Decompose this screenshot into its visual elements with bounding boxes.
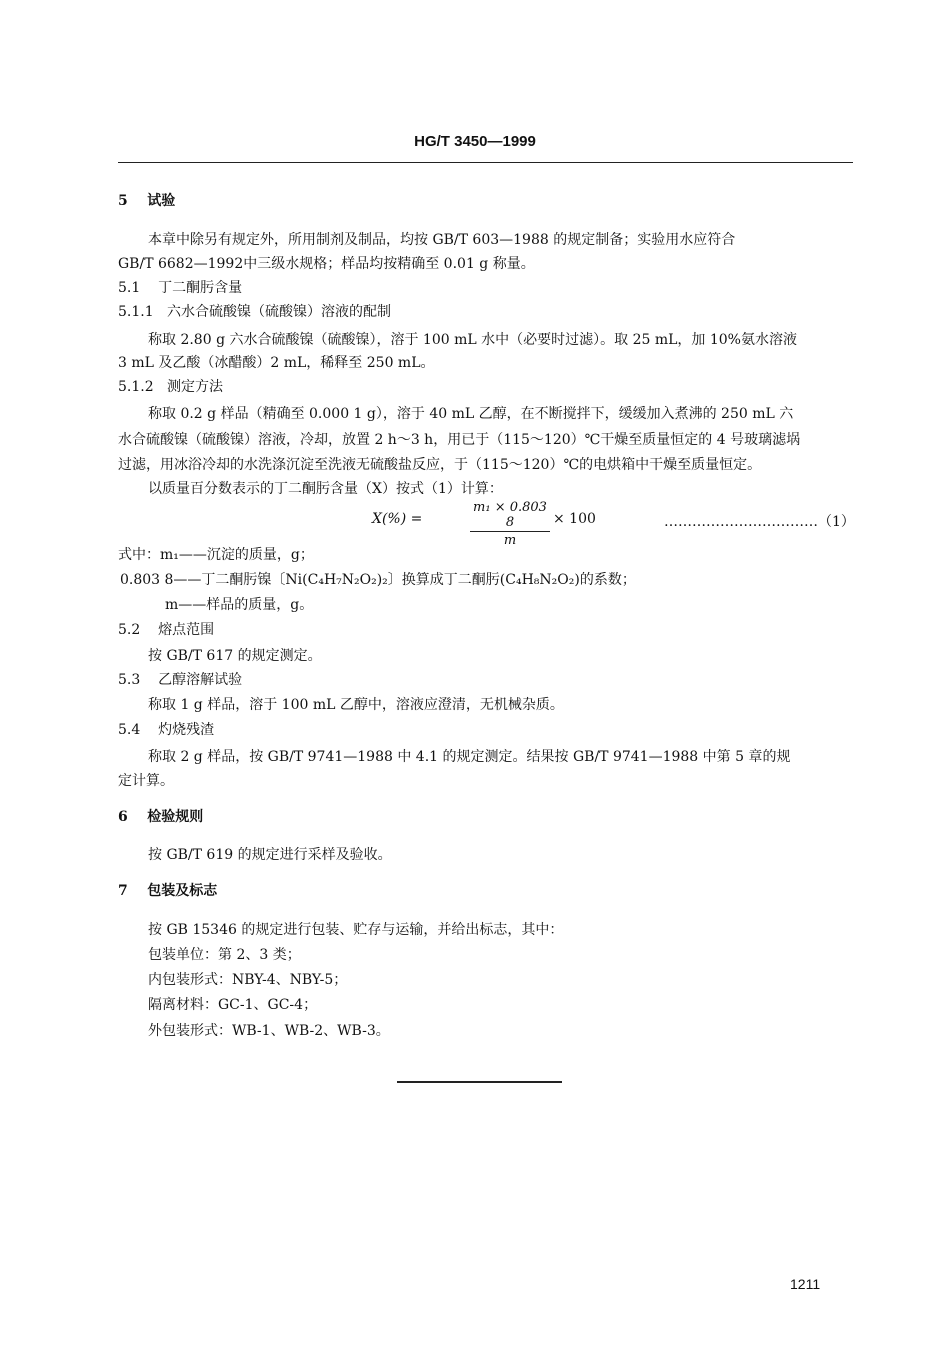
s512-line-2: 水合硫酸镍（硫酸镍）溶液，冷却，放置 2 h～3 h，用已于（115～120）℃干燥至质量恒定的 4 号玻璃滤埚	[118, 432, 801, 448]
where-line-1: 式中：m₁——沉淀的质量，g；	[118, 547, 314, 563]
s7-line-3: 内包装形式：NBY-4、NBY-5；	[148, 972, 348, 988]
s52-text: 按 GB/T 617 的规定测定。	[148, 648, 322, 664]
section-5-1-1-heading: 5.1.1 六水合硫酸镍（硫酸镍）溶液的配制	[118, 304, 391, 320]
formula-fraction	[470, 500, 550, 548]
header-rule	[118, 162, 853, 163]
fraction-bar	[470, 531, 550, 532]
s5-intro-line-1: 本章中除另有规定外，所用制剂及制品，均按 GB/T 603—1988 的规定制备；实验用水应符合	[148, 232, 736, 248]
s7-line-1: 按 GB 15346 的规定进行包装、贮存与运输，并给出标志，其中：	[148, 922, 564, 938]
s54-line-2: 定计算。	[118, 773, 174, 789]
section-5-3-heading: 5.3 乙醇溶解试验	[118, 672, 243, 688]
where-line-3: m——样品的质量，g。	[165, 597, 314, 613]
section-5-1-2-heading: 5.1.2 测定方法	[118, 379, 223, 395]
section-7-heading: 7 包装及标志	[118, 883, 218, 899]
s53-text: 称取 1 g 样品，溶于 100 mL 乙醇中，溶液应澄清，无机械杂质。	[148, 697, 564, 713]
s7-line-2: 包装单位：第 2、3 类；	[148, 947, 301, 963]
s6-text: 按 GB/T 619 的规定进行采样及验收。	[148, 847, 392, 863]
s512-line-4: 以质量百分数表示的丁二酮肟含量（X）按式（1）计算：	[148, 481, 503, 497]
s54-line-1: 称取 2 g 样品，按 GB/T 9741—1988 中 4.1 的规定测定。结果按 GB/T 9741—1988 中第 5 章的规	[148, 749, 791, 765]
s5-intro-line-2: GB/T 6682—1992中三级水规格；样品均按精确至 0.01 g 称量。	[118, 256, 535, 272]
standard-header: HG/T 3450—1999	[414, 133, 536, 150]
s7-line-4: 隔离材料：GC-1、GC-4；	[148, 997, 318, 1013]
end-rule	[397, 1081, 562, 1083]
s512-line-3: 过滤，用冰浴冷却的水洗涤沉淀至洗液无硫酸盐反应，于（115～120）℃的电烘箱中干燥至质量恒定。	[118, 457, 762, 473]
s512-line-1: 称取 0.2 g 样品（精确至 0.000 1 g），溶于 40 mL 乙醇，在不断搅拌下，缓缓加入煮沸的 250 mL 六	[148, 406, 794, 422]
formula-lhs: X(%) =	[372, 511, 423, 527]
s511-line-2: 3 mL 及乙酸（冰醋酸）2 mL，稀释至 250 mL。	[118, 355, 435, 371]
section-5-2-heading: 5.2 熔点范围	[118, 622, 215, 638]
formula-equation-number: ……………………………（1）	[664, 514, 855, 530]
s7-line-5: 外包装形式：WB-1、WB-2、WB-3。	[148, 1023, 390, 1039]
section-6-heading: 6 检验规则	[118, 809, 204, 825]
formula-numerator: m₁ × 0.803 8	[473, 500, 547, 530]
page-number: 1211	[790, 1276, 821, 1292]
section-5-1-heading: 5.1 丁二酮肟含量	[118, 280, 243, 296]
section-5-heading: 5 试验	[118, 193, 176, 209]
formula-denominator: m	[503, 533, 517, 548]
s511-line-1: 称取 2.80 g 六水合硫酸镍（硫酸镍），溶于 100 mL 水中（必要时过滤）。取 25 mL，加 10%氨水溶液	[148, 332, 797, 348]
where-line-2: 0.803 8——丁二酮肟镍〔Ni(C₄H₇N₂O₂)₂〕换算成丁二酮肟(C₄H₈N₂O₂)的系数；	[120, 572, 636, 588]
formula-multiplier: × 100	[553, 511, 596, 527]
section-5-4-heading: 5.4 灼烧残渣	[118, 722, 215, 738]
